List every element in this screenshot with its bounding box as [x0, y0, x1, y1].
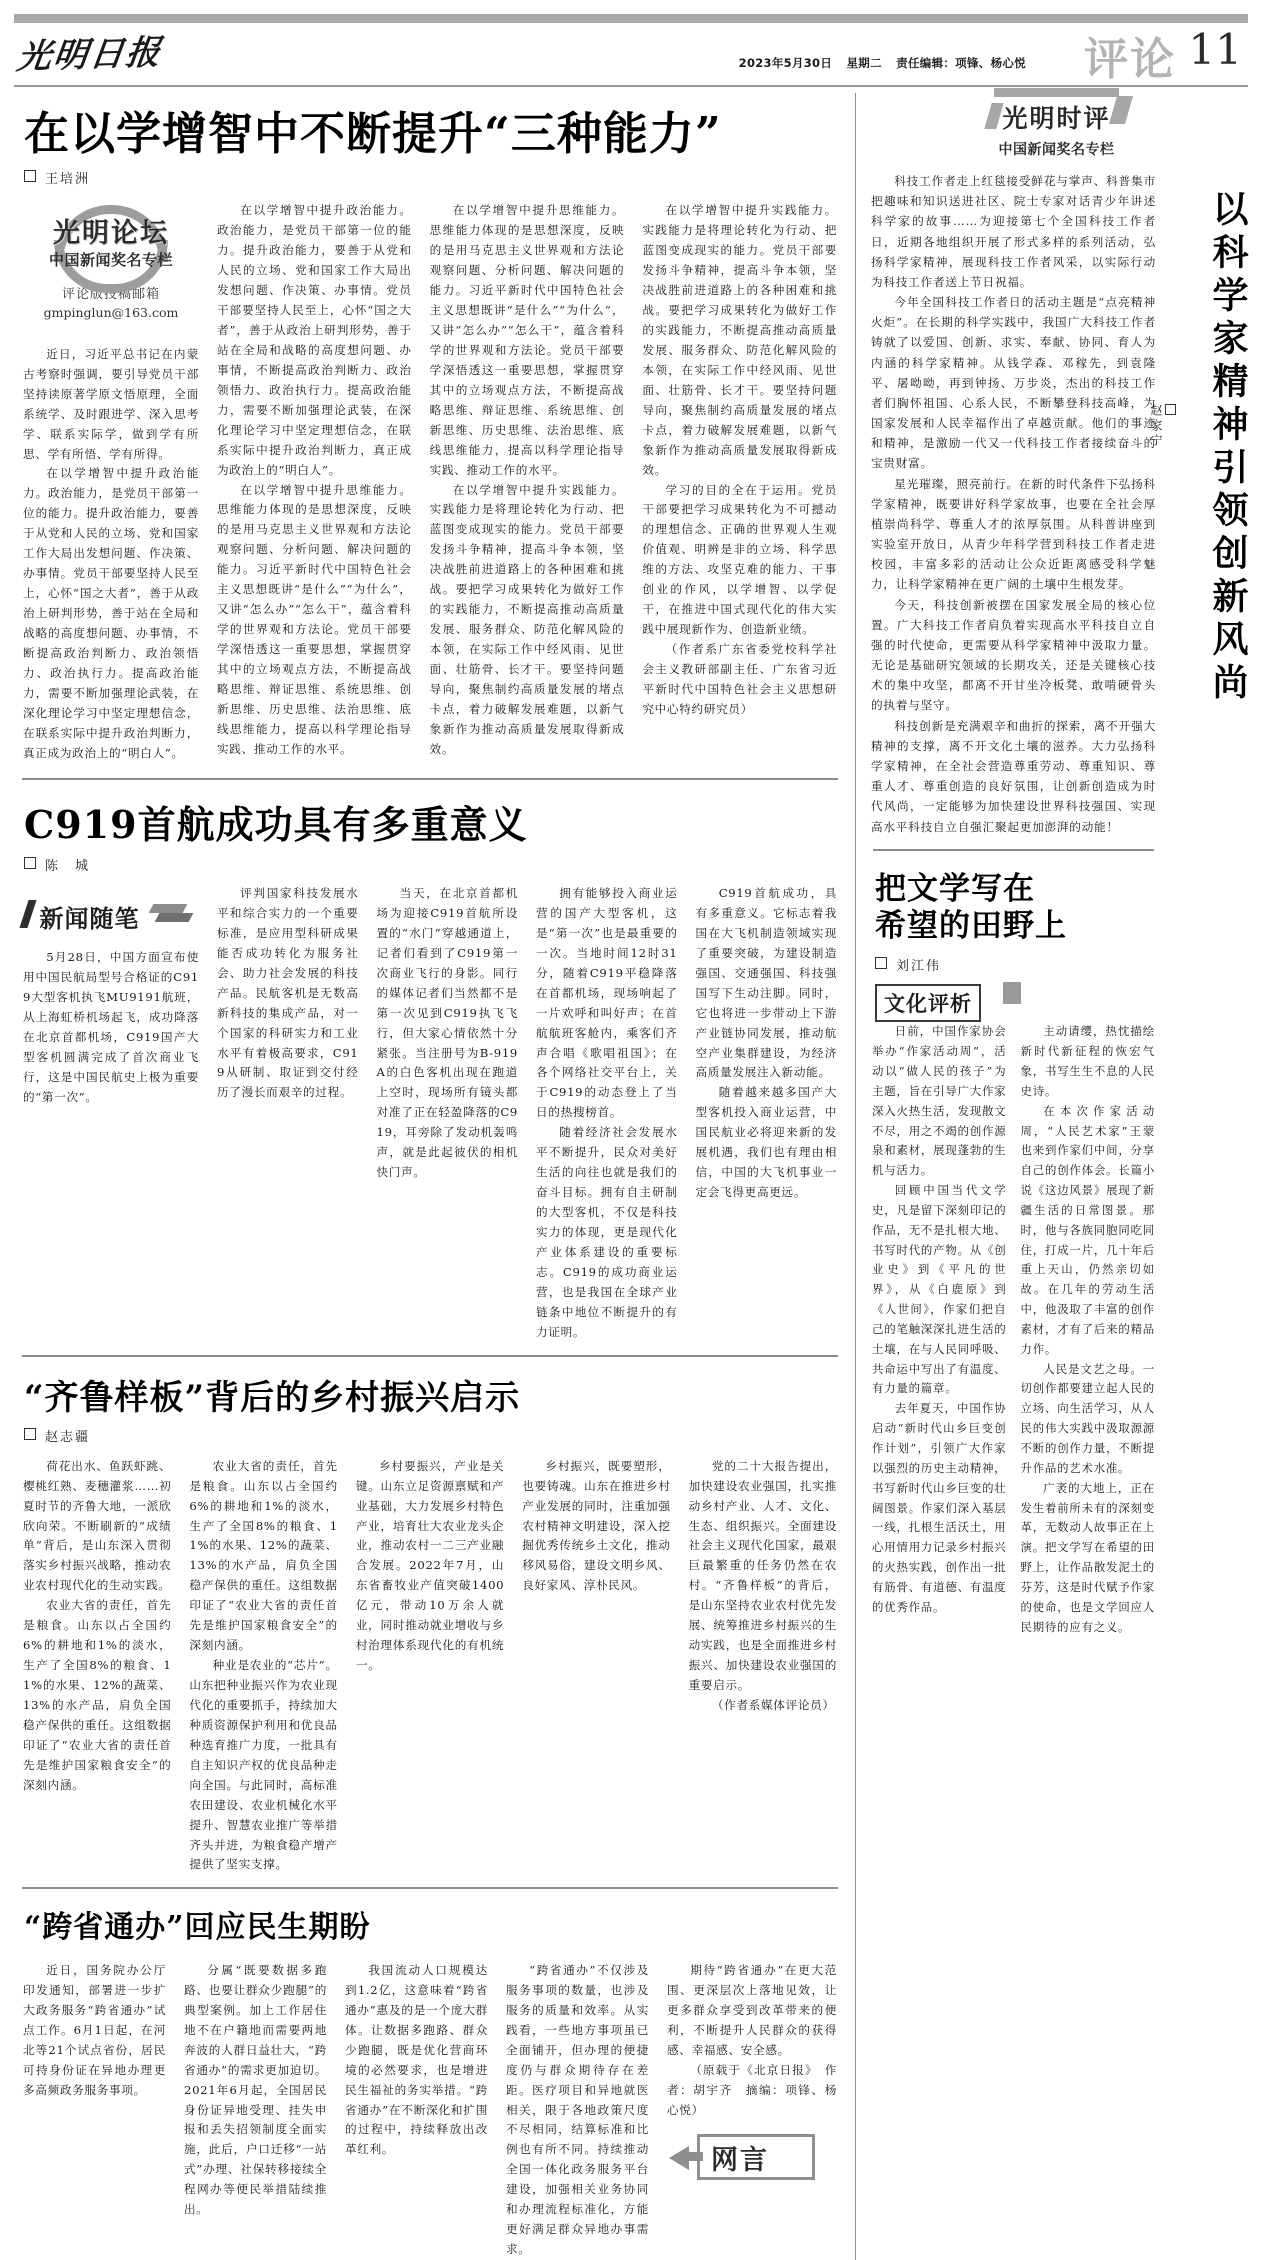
divider — [22, 778, 838, 780]
newspaper-logo[interactable]: 光明日报 — [14, 32, 165, 78]
paragraph: 在以学增智中提升政治能力。政治能力，是党员干部第一位的能力。提升政治能力，要善于从党和人民的立场、党和国家工作大局出发想问题、作决策、办事情。党员干部要坚持人民至上，心怀“国之大者”，善于从政治上研判形势，善于站在全局和战略的高度想问题、办事情，不断提高政治判断力、政治领悟力、政治执行力。提高政治能力，需要不断加强理论武装，在深化理论学习中坚定理想信念，在联系实际中提升政治判断力，真正成为政治上的“明白人”。 — [217, 203, 412, 477]
masthead — [14, 23, 1248, 87]
paragraph: 当天，在北京首都机场为迎接C919首航所设置的“水门”穿越通道上，记者们看到了C919第一次商业飞行的身影。同行的媒体记者们当然都不是第一次见到C919执飞飞行，但大家心情依然十分紧张。当注册号为B-919A的白色客机出现在跑道上空时，现场所有镜头都对准了正在轻盈降落的C919，耳旁除了发动机轰鸣声，就是此起彼伏的相机快门声。 — [376, 886, 518, 1180]
paragraph: 在以学增智中提升思维能力。思维能力体现的是思想深度，反映的是用马克思主义世界观和方法论观察问题、分析问题、解决问题的能力。习近平新时代中国特色社会主义思想既讲“是什么”“为什么”，又讲“怎么办”“怎么干”，蕴含着科学的世界观和方法论。党员干部要学深悟透这一重要思想，掌握贯穿其中的立场观点方法，不断提高战略思维、辩证思维、系统思维、创新思维、历史思维、法治思维、底线思维能力，提高以科学理论指导实践、推动工作的水平。 — [429, 203, 625, 477]
culture-review-badge[interactable] — [875, 984, 1060, 1017]
publication-weekday: 星期二 — [846, 56, 882, 70]
paragraph: 分属“既要数据多跑路、也要让群众少跑腿”的典型案例。加上工作居住地不在户籍地而需要两地奔波的人群日益壮大，“跨省通办”的需求更加迫切。2021年6月起，全国居民身份证异地受理、挂失申报和丢失招领制度全面实施，此后，户口迁移“一站式”办理、社保转移接续全程网办等便民举措陆续推出。 — [184, 1962, 327, 2217]
headline-line-1: 把文学写在 — [875, 870, 1035, 907]
article-main-headline: 在以学增智中不断提升“三种能力” — [24, 107, 722, 160]
qilu-col1 — [180, 1457, 346, 1876]
byline-square-icon — [24, 170, 36, 182]
paragraph: “跨省通办”不仅涉及服务事项的数量，也涉及服务的质量和效率。从实践看，一些地方事项虽已全面铺开，但办理的便捷度仍与群众期待存在差距。医疗项目和异地就医相关，限于各地政策尺度不尽相同，结算标准和比例也有所不同。持续推动全国一体化政务服务平台建设，加强相关业务协同和办理流程标准化，方能更好满足群众异地办事需求。 — [506, 1962, 649, 2257]
badge-subtitle: 中国新闻奖名专栏 — [998, 142, 1115, 158]
wangyan-badge[interactable] — [667, 2134, 837, 2178]
paragraph: 近日，习近平总书记在内蒙古考察时强调，要引导党员干部坚持读原著学原文悟原理，全面系统学、及时跟进学、深入思考学、联系实际学，做到学有所思、学有所悟、学有所得。 — [23, 346, 199, 461]
paragraph-source: （作者系媒体评论员） — [711, 1697, 835, 1712]
paragraph: 科技创新是充满艰辛和曲折的探索，离不开强大精神的支撑，离不开文化土壤的滋养。大力弘扬科学家精神，在全社会营造尊重劳动、尊重知识、尊重人才、尊重创造的良好氛围，让创新创造成为时代风尚，一定能够为加快建设世界科技强国、实现高水平科技自立自强汇聚起更加澎湃的动能！ — [871, 718, 1156, 834]
article-main-columns — [14, 201, 846, 763]
article-qilu-columns — [14, 1457, 846, 1876]
article-main-byline — [24, 168, 846, 187]
article-kexuejia-author: 赵家宁 — [1149, 404, 1163, 449]
badge-title: 光明时评 — [1002, 104, 1111, 133]
article-kuasheng-headline: “跨省通办”回应民生期盼 — [24, 1910, 371, 1946]
arrow-left-icon — [669, 2146, 689, 2170]
article-kexuejia-headline-wrap — [1184, 190, 1249, 706]
paragraph-source: （作者系广东省委党校科学社会主义教研部副主任、广东省习近平新时代中国特色社会主义思想研究中心特约研究员） — [642, 642, 838, 716]
masthead-meta — [739, 55, 1036, 71]
article-qilu — [14, 1379, 846, 1876]
byline-square-icon — [1165, 404, 1176, 415]
guangming-forum-badge[interactable] — [29, 217, 194, 322]
paragraph: 评判国家科技发展水平和综合实力的一个重要标准，是应用型科研成果能否成功转化为服务社会、助力社会发展的科技产品。民航客机是无数高新科技的集成产品，对一个国家的科研实力和工业水平有着极高要求，C919从研制、取证到交付经历了漫长而艰辛的过程。 — [217, 886, 359, 1100]
a1-col1 — [208, 201, 421, 763]
paragraph: 日前，中国作家协会举办“作家活动周”，活动以“做人民的孩子”为主题，旨在引导广大作家深入火热生活，发现散文不尽，用之不竭的创作源泉和素材，展现蓬勃的生机与活力。 — [872, 1024, 1007, 1178]
kuasheng-col4 — [658, 1961, 846, 2260]
paragraph: 广袤的大地上，正在发生着前所未有的深刻变革，无数动人故事正在上演。把文学写在希望的田野上，让作品散发泥土的芬芳，这是时代赋予作家的使命，也是文学回应人民期待的应有之义。 — [1020, 1480, 1155, 1634]
a1-col2 — [421, 201, 634, 763]
paragraph: 农业大省的责任，首先是粮食。山东以占全国约6%的耕地和1%的淡水，生产了全国8%的粮食、11%的水果、12%的蔬菜、13%的水产品，肩负全国稳产保供的重任。这组数据印证了“农业大省的责任首先是维护国家粮食安全”的深刻内涵。 — [189, 1458, 338, 1653]
mail-address[interactable]: gmpinglun@163.com — [43, 305, 179, 321]
guangming-shiping-badge[interactable] — [942, 99, 1172, 159]
badge-right-flag-icon — [1108, 96, 1132, 124]
paragraph: 乡村要振兴，产业是关键。山东立足资源禀赋和产业基础，大力发展乡村特色产业，培育壮大农业龙头企业，推动农村一二三产业融合发展。2022年7月，山东省畜牧业产值突破1400亿元，带动10万余人就业，同时推动就业增收与乡村治理体系现代化的有机统一。 — [355, 1458, 505, 1673]
article-kuasheng-columns — [14, 1961, 846, 2260]
byline-square-icon — [24, 1428, 36, 1440]
paragraph-source: （原载于《北京日报》 作者：胡宇齐 摘编：项锋、杨心悦） — [667, 2062, 837, 2117]
c919-col0 — [14, 884, 208, 1343]
badge-title: 文化评析 — [875, 984, 981, 1022]
r2-col1 — [1014, 1022, 1163, 1637]
paragraph: 种业是农业的“芯片”。山东把种业振兴作为农业现代化的重要抓手，持续加大种质资源保护利用和优良品种选育推广力度，一批具有自主知识产权的优良品种走向全国。与此同时，高标准农田建设、农业机械化水平提升、智慧农业推广等举措齐头并进，为粮食稳产增产提供了坚实支撑。 — [189, 1658, 338, 1872]
paragraph: 今天，科技创新被摆在国家发展全局的核心位置。广大科技工作者肩负着实现高水平科技自立自强的时代使命，更需要从科学家精神中汲取力量。无论是基础研究领域的长期攻关，还是关键核心技术的集中攻坚，都离不开甘坐冷板凳、敢啃硬骨头的执着与坚守。 — [871, 597, 1156, 713]
badge-subtitle: 中国新闻奖名专栏 — [48, 250, 173, 269]
left-zone — [14, 93, 846, 2260]
article-qilu-author: 赵志疆 — [45, 1429, 91, 1445]
paragraph: 乡村振兴，既要塑形，也要铸魂。山东在推进乡村产业发展的同时，注重加强农村精神文明建设，深入挖掘优秀传统乡土文化，推动移风易俗，建设文明乡风、良好家风、淳朴民风。 — [522, 1458, 671, 1593]
paragraph: 拥有能够投入商业运营的国产大型客机，这是“第一次”也是最重要的一次。当地时间12时31分，随着C919平稳降落在首都机场，现场响起了一片欢呼和叫好声；在首航航班客舱内，乘客们齐声合唱《歌唱祖国》；在各个网络社交平台上，关于C919的动态登上了当日的热搜榜首。 — [536, 886, 678, 1120]
kuasheng-col1 — [175, 1961, 336, 2260]
vertical-divider — [855, 93, 856, 2260]
qilu-col4 — [680, 1457, 846, 1876]
paragraph: C919首航成功，具有多重意义。它标志着我国在大飞机制造领域实现了重要突破，为建设制造强国、交通强国、科技强国写下生动注脚。同时，它也将进一步带动上下游产业链协同发展，推动航空产业集群建设，为经济高质量发展注入新动能。 — [695, 886, 837, 1080]
c919-col2 — [368, 884, 528, 1343]
badge-title: 光明论坛 — [52, 218, 169, 250]
page-number: 11 — [1188, 25, 1242, 74]
news-essay-badge[interactable] — [24, 898, 199, 932]
headline-line-2: 希望的田野上 — [875, 908, 1067, 945]
c919-col1 — [208, 884, 368, 1343]
qilu-col3 — [513, 1457, 679, 1876]
badge-topbar-decor — [994, 88, 1118, 97]
divider — [22, 1887, 838, 1889]
article-wenxue-columns — [865, 1022, 1162, 1637]
byline-square-icon — [875, 957, 887, 969]
badge-title: 网言 — [711, 2145, 769, 2177]
c919-col4 — [687, 884, 847, 1343]
article-kexuejia-headline: 以科学家精神引领创新风尚 — [1207, 190, 1249, 706]
publication-date: 2023年5月30日 — [738, 56, 833, 70]
slash-decor-icon — [19, 900, 36, 928]
paragraph: 随着经济社会发展水平不断提升，民众对美好生活的向往也就是我们的奋斗目标。拥有自主研制的大型客机，不仅是科技实力的体现，更是现代化产业体系建设的重要标志。C919的成功商业运营，也是我国在全球产业链条中地位不断提升的有力证明。 — [536, 1125, 678, 1339]
article-wenxue-author: 刘江伟 — [896, 959, 942, 975]
byline-square-icon — [24, 857, 36, 869]
paragraph: 5月28日，中国方面宣布使用中国民航局型号合格证的C919大型客机执飞MU9191航班，从上海虹桥机场起飞，成功降落在北京首都机场，C919国产大型客机圆满完成了首次商业飞行，这是中国民航史上极为重要的“第一次”。 — [23, 950, 199, 1104]
a1-col3 — [633, 201, 846, 763]
pages-decor-icon — [151, 900, 195, 928]
article-kuasheng — [14, 1911, 846, 2260]
column-badge — [14, 201, 208, 763]
badge-left-flag-icon — [985, 103, 1004, 129]
paragraph: 荷花出水、鱼跃虾跳、樱桃红熟、麦穗灌浆……初夏时节的齐鲁大地，一派欣欣向荣。不断刷新的“成绩单”背后，是山东深入贯彻落实乡村振兴战略，推动农业农村现代化的生动实践。 — [23, 1458, 172, 1593]
responsible-editors: 责任编辑：项锋、杨心悦 — [896, 56, 1026, 70]
paragraph: 党的二十大报告提出，加快建设农业强国，扎实推动乡村产业、人才、文化、生态、组织振兴。全面建设社会主义现代化国家，最艰巨最繁重的任务仍然在农村。“齐鲁样板”的背后，是山东坚持农业农村优先发展、统筹推进乡村振兴的生动实践，也是全面推进乡村振兴、加快建设农业强国的重要启示。 — [688, 1458, 838, 1692]
paragraph: 今年全国科技工作者日的活动主题是“点亮精神火炬”。在长期的科学实践中，我国广大科技工作者铸就了以爱国、创新、求实、奉献、协同、育人为内涵的科学家精神。从钱学森、邓稼先，到袁隆平、屠呦呦，再到钟扬、万步炎，杰出的科技工作者们胸怀祖国、心系人民，不断攀登科技高峰，为国家发展和人民幸福作出了卓越贡献。他们的事迹和精神，是激励一代又一代科技工作者接续奋斗的宝贵财富。 — [871, 295, 1156, 471]
a1-col0-text — [23, 345, 199, 764]
article-c919-author: 陈 城 — [45, 859, 91, 875]
right-article-body — [865, 171, 1162, 1637]
top-rule — [14, 14, 1248, 23]
qilu-col2 — [347, 1457, 513, 1876]
article-qilu-byline — [24, 1426, 846, 1445]
section-label: 评论 — [1084, 34, 1176, 85]
badge-logo — [45, 217, 177, 270]
mail-label: 评论版投稿邮箱 — [61, 286, 160, 302]
article-wenxue-byline — [875, 955, 1162, 974]
paragraph: 农业大省的责任，首先是粮食。山东以占全国约6%的耕地和1%的淡水，生产了全国8%的粮食、11%的水果、12%的蔬菜、13%的水产品，肩负全国稳产保供的重任。这组数据印证了“农业大省的责任首先是维护国家粮食安全”的深刻内涵。 — [23, 1598, 172, 1792]
paragraph: 在以学增智中提升思维能力。思维能力体现的是思想深度，反映的是用马克思主义世界观和方法论观察问题、分析问题、解决问题的能力。习近平新时代中国特色社会主义思想既讲“是什么”“为什么”，又讲“怎么办”“怎么干”，蕴含着科学的世界观和方法论。党员干部要学深悟透这一重要思想，掌握贯穿其中的立场观点方法，不断提高战略思维、辩证思维、系统思维、创新思维、历史思维、法治思维、底线思维能力，提高以科学理论指导实践、推动工作的水平。 — [217, 482, 412, 756]
paragraph: 在以学增智中提升实践能力。实践能力是将理论转化为行动、把蓝图变成现实的能力。党员干部要发扬斗争精神，提高斗争本领，坚决战胜前进道路上的各种困难和挑战。要把学习成果转化为做好工作的实践能力，不断提高推动高质量发展、服务群众、防范化解风险的本领，在实际工作中经风雨、见世面、壮筋骨、长才干。要坚持问题导向，聚焦制约高质量发展的堵点卡点，着力破解发展难题，以新气象新作为推动高质量发展取得新成效。 — [642, 203, 838, 477]
badge-title: 新闻随笔 — [39, 904, 140, 934]
paragraph: 近日，国务院办公厅印发通知，部署进一步扩大政务服务“跨省通办”试点工作。6月1日起，在河北等21个试点省份，居民可持身份证在异地办理更多高频政务服务事项。 — [23, 1962, 166, 2097]
divider — [22, 1355, 838, 1357]
paragraph: 在以学增智中提升实践能力。实践能力是将理论转化为行动、把蓝图变成现实的能力。党员干部要发扬斗争精神，提高斗争本领，坚决战胜前进道路上的各种困难和挑战。要把学习成果转化为做好工作的实践能力，不断提高推动高质量发展、服务群众、防范化解风险的本领，在实际工作中经风雨、见世面、壮筋骨、长才干。要坚持问题导向，聚焦制约高质量发展的堵点卡点，着力破解发展难题，以新气象新作为推动高质量发展取得新成效。 — [429, 482, 625, 756]
paragraph: 学习的目的全在于运用。党员干部要把学习成果转化为不可撼动的理想信念、正确的世界观人生观价值观、明辨是非的立场、科学思维的方法、攻坚克难的能力、干事创业的作风，以学增智、以学促干，在推进中国式现代化的伟大实践中展现新作为、创造新业绩。 — [642, 482, 838, 637]
kuasheng-col0 — [14, 1961, 175, 2260]
paragraph: 回顾中国当代文学史，凡是留下深刻印记的作品，无不是扎根大地、书写时代的产物。从《创业史》到《平凡的世界》，从《白鹿原》到《人世间》，作家们把自己的笔触深深扎进生活的土壤，在与人民同呼吸、共命运中写出了有温度、有力量的篇章。 — [872, 1183, 1007, 1396]
c919-col3 — [527, 884, 687, 1343]
r1-text — [865, 171, 1162, 837]
article-main-author: 王培洲 — [45, 172, 91, 188]
right-zone — [865, 93, 1248, 2260]
c919-col0-text — [23, 948, 199, 1108]
paragraph: 我国流动人口规模达到1.2亿，这意味着“跨省通办”惠及的是一个庞大群体。让数据多跑路、群众少跑腿，既是优化营商环境的必然要求，也是增进民生福祉的务实举措。“跨省通办”在不断深化和扩围的过程中，持续释放出改革红利。 — [345, 1962, 488, 2157]
article-wenxue-headline — [875, 871, 1162, 947]
page-body — [14, 93, 1248, 2260]
paragraph: 在以学增智中提升政治能力。政治能力，是党员干部第一位的能力。提升政治能力，要善于从党和人民的立场、党和国家工作大局出发想问题、作决策、办事情。党员干部要坚持人民至上，心怀“国之大者”，善于从政治上研判形势，善于站在全局和战略的高度想问题、办事情，不断提高政治判断力、政治领悟力、政治执行力。提高政治能力，需要不断加强理论武装，在深化理论学习中坚定理想信念，在联系实际中提升政治判断力，真正成为政治上的“明白人”。 — [23, 466, 199, 760]
article-qilu-headline: “齐鲁样板”背后的乡村振兴启示 — [24, 1377, 521, 1418]
article-c919-byline — [24, 855, 846, 874]
article-c919-headline: C919首航成功具有多重意义 — [24, 801, 528, 847]
article-main — [14, 109, 846, 764]
r2-col0 — [865, 1022, 1014, 1637]
paragraph: 主动请缨，热忱描绘新时代新征程的恢宏气象，书写生生不息的人民史诗。 — [1020, 1024, 1155, 1098]
badge-mark-decor-icon — [1003, 982, 1021, 1004]
kuasheng-col2 — [336, 1961, 497, 2260]
paragraph: 星光璀璨，照亮前行。在新的时代条件下弘扬科学家精神，既要讲好科学家故事，也要在全社会厚植崇尚科学、尊重人才的浓厚氛围。从科普讲座到实验室开放日，从青少年科学营到科技工作者走进校园，丰富多彩的活动让公众近距离感受科学魅力，让科学家精神在更广阔的土壤中生根发芽。 — [871, 476, 1156, 592]
newspaper-page — [0, 14, 1262, 2257]
article-c919-columns — [14, 884, 846, 1343]
divider — [873, 849, 1154, 851]
badge-row — [1002, 99, 1110, 135]
paragraph: 人民是文艺之母。一切创作都要建立起人民的立场、向生活学习，从人民的伟大实践中汲取源源不断的创作力量，不断提升作品的艺术水准。 — [1020, 1361, 1155, 1475]
paragraph: 在本次作家活动周，“人民艺术家”王蒙也来到作家们中间，分享自己的创作体会。长篇小说《这边风景》展现了新疆生活的日常图景。那时，他与各族同胞同吃同住，打成一片，几十年后重上天山，仍然亲切如故。在几年的劳动生活中，他汲取了丰富的创作素材，才有了后来的精品力作。 — [1020, 1103, 1155, 1356]
article-c919 — [14, 801, 846, 1343]
qilu-col0 — [14, 1457, 180, 1876]
paragraph: 期待“跨省通办”在更大范围、更深层次上落地见效，让更多群众享受到改革带来的便利，不断提升人民群众的获得感、幸福感、安全感。 — [667, 1962, 837, 2057]
paragraph: 科技工作者走上红毯接受鲜花与掌声、科普集市把趣味和知识送进社区、院士专家对话青少年讲述科学家的故事……为迎接第七个全国科技工作者日，近期各地组织开展了形式多样的系列活动，弘扬科学家精神，展现科技工作者风采，以实际行动为科技工作者送上节日祝福。 — [871, 174, 1156, 289]
paragraph: 去年夏天，中国作协启动“新时代山乡巨变创作计划”，引领广大作家以强烈的历史主动精神，书写新时代山乡巨变的壮阔图景。作家们深入基层一线，扎根生活沃土，用心用情用力记录乡村振兴的火热实践，创作出一批有筋骨、有道德、有温度的优秀作品。 — [872, 1401, 1007, 1614]
kuasheng-col3 — [497, 1961, 658, 2260]
article-kexuejia-byline — [1149, 404, 1176, 449]
paragraph: 随着越来越多国产大型客机投入商业运营，中国民航业必将迎来新的发展机遇，我们也有理由相信，中国的大飞机事业一定会飞得更高更远。 — [695, 1085, 837, 1200]
